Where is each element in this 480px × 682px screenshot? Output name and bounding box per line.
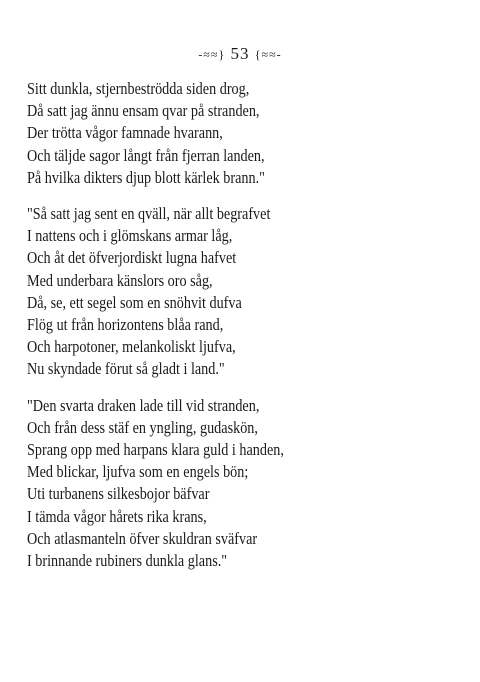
poem-line: Då, se, ett segel som en snöhvit dufva: [27, 292, 242, 312]
ornament-left-icon: -≈≈}: [198, 47, 226, 62]
poem-line: Med underbara känslors oro såg,: [27, 270, 213, 290]
poem-line: Med blickar, ljufva som en engels bön;: [27, 462, 249, 482]
poem-line: Och från dess stäf en yngling, gudaskön,: [27, 417, 258, 437]
poem-line: Och atlasmanteln öfver skuldran sväfvar: [27, 528, 258, 548]
poem-line: På hvilka dikters djup blott kärlek brann.": [27, 167, 265, 187]
poem-line: Sprang opp med harpans klara guld i handen,: [27, 440, 284, 460]
poem-body: [27, 78, 447, 586]
poem-line: Sitt dunkla, stjernbeströdda siden drog,: [27, 79, 250, 98]
poem-line: Då satt jag ännu ensam qvar på stranden,: [27, 101, 260, 121]
ornament-right-icon: {≈≈-: [254, 47, 282, 62]
poem-line: Och harpotoner, melankoliskt ljufva,: [27, 337, 236, 357]
poem-line: I brinnande rubiners dunkla glans.": [27, 551, 228, 571]
poem-line: Och täljde sagor långt från fjerran landen,: [27, 145, 265, 165]
poem-line: Flög ut från horizontens blåa rand,: [27, 315, 224, 335]
poem-line: "Den svarta draken lade till vid stranden,: [27, 395, 260, 415]
poem-line: "Så satt jag sent en qväll, när allt begrafvet: [27, 204, 271, 224]
page-number: 53: [230, 44, 250, 63]
poem-line: Och åt det öfverjordiskt lugna hafvet: [27, 248, 237, 268]
poem-line: Der trötta vågor famnade hvarann,: [27, 123, 223, 143]
poem-line: I tämda vågor hårets rika krans,: [27, 506, 207, 526]
stanza-3: [27, 395, 447, 573]
poem-line: Uti turbanens silkesbojor bäfvar: [27, 484, 210, 504]
stanza-2: [27, 203, 447, 381]
stanza-1: [27, 78, 447, 189]
poem-line: Nu skyndade förut så gladt i land.": [27, 359, 225, 379]
poem-line: I nattens och i glömskans armar låg,: [27, 226, 233, 246]
page-header: [0, 44, 480, 64]
